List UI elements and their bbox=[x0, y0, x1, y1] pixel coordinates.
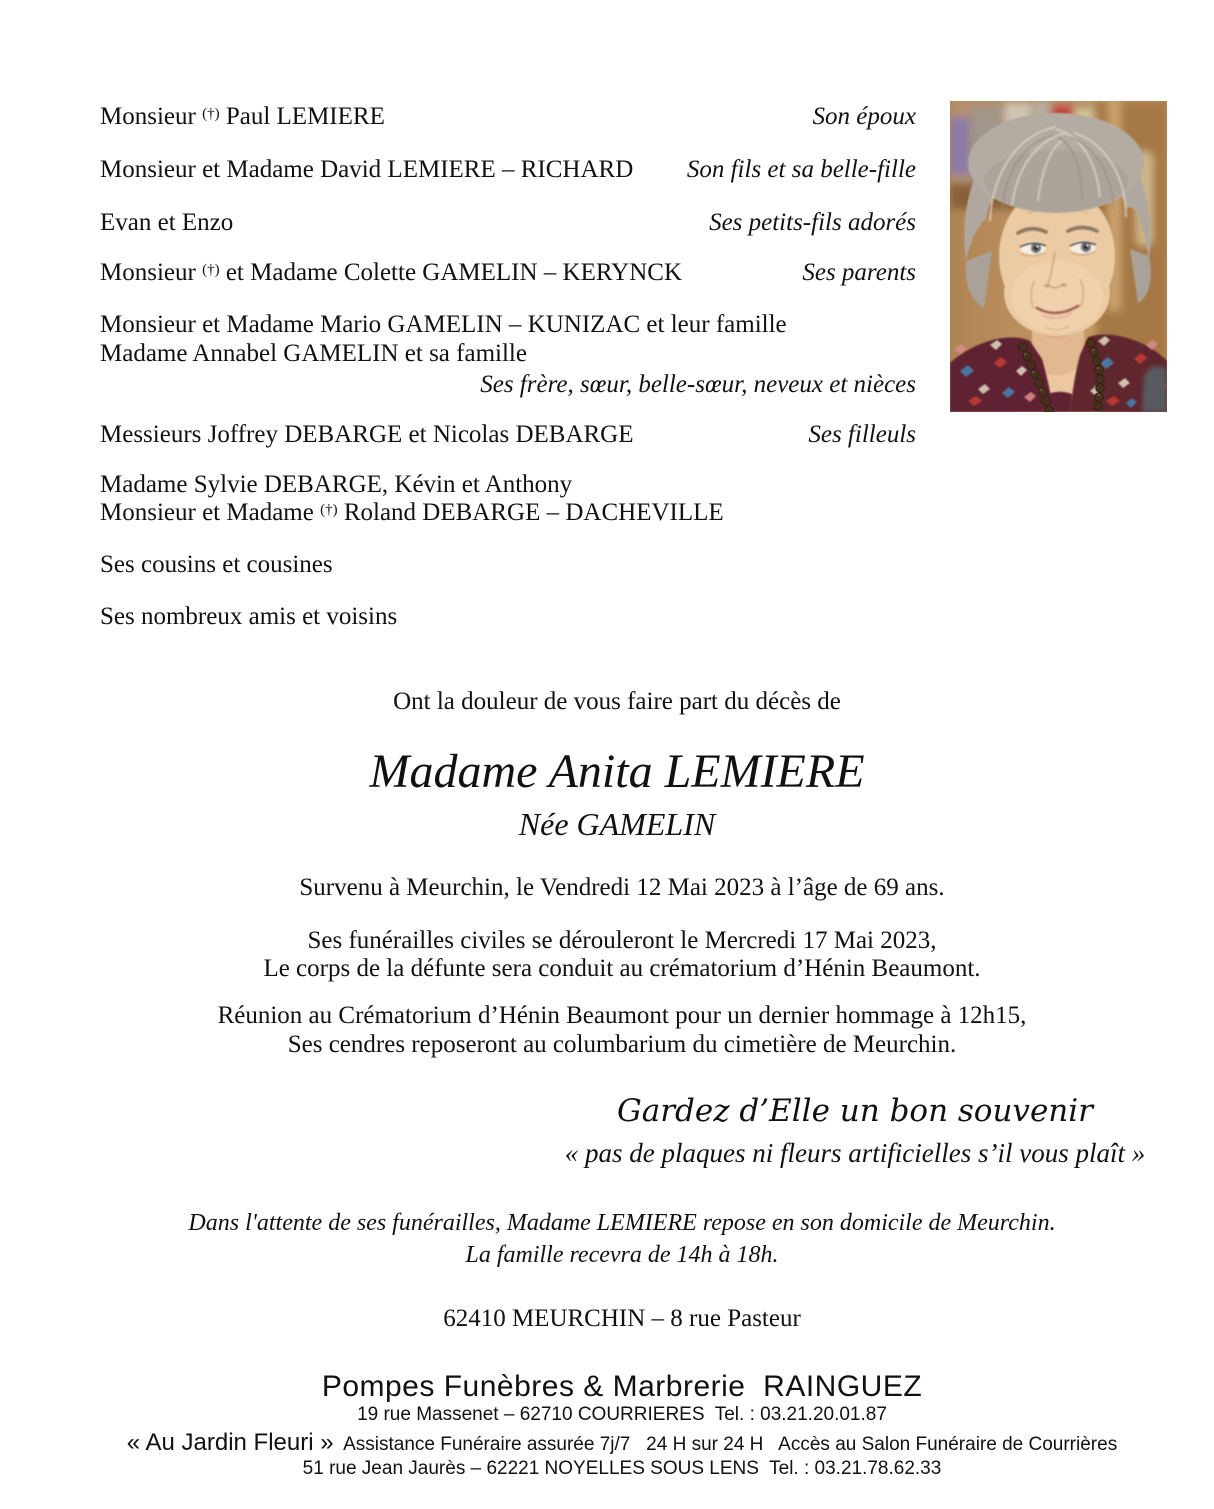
relation-label: Son fils et sa belle-fille bbox=[686, 156, 916, 183]
family-name bbox=[100, 259, 682, 288]
family-line-1 bbox=[100, 103, 916, 132]
family-line-7 bbox=[100, 371, 916, 400]
family-name: Madame Sylvie DEBARGE, Kévin et Anthony bbox=[100, 471, 573, 498]
funeral-line-1: Ses funérailles civiles se dérouleront le Mercredi 17 Mai 2023, bbox=[307, 927, 937, 954]
deceased-dagger-mark: (†) bbox=[202, 105, 220, 122]
family-name: Monsieur et Madame David LEMIERE – RICHARD bbox=[100, 156, 634, 183]
maiden-name: Née GAMELIN bbox=[518, 806, 716, 842]
family-line-6 bbox=[100, 340, 916, 369]
deceased-dagger-mark: (†) bbox=[202, 261, 220, 278]
name-part: Monsieur bbox=[100, 103, 203, 130]
deceased-address: 62410 MEURCHIN – 8 rue Pasteur bbox=[443, 1305, 801, 1332]
deceased-name: Madame Anita LEMIERE bbox=[369, 745, 865, 798]
ceremony-line-1: Réunion au Crématorium d’Hénin Beaumont pour un dernier hommage à 12h15, bbox=[217, 1002, 1027, 1029]
family-name: Monsieur et Madame Mario GAMELIN – KUNIZAC et leur famille bbox=[100, 311, 787, 338]
name-part: Paul LEMIERE bbox=[219, 103, 385, 130]
shop-name: « Au Jardin Fleuri » bbox=[126, 1429, 334, 1456]
relation-label: Ses parents bbox=[802, 259, 916, 286]
funeral-home-services-line bbox=[8, 1429, 1214, 1457]
portrait-illustration bbox=[950, 101, 1167, 412]
ceremony-line-2: Ses cendres reposeront au columbarium du cimetière de Meurchin. bbox=[287, 1031, 957, 1058]
family-line-10 bbox=[100, 499, 916, 528]
visitation-line-1: Dans l'attente de ses funérailles, Madame LEMIERE repose en son domicile de Meurchin. bbox=[188, 1210, 1056, 1236]
family-line-12 bbox=[100, 603, 916, 632]
family-name: Ses nombreux amis et voisins bbox=[100, 603, 398, 630]
family-line-8 bbox=[100, 421, 916, 450]
name-part: et Madame Colette GAMELIN – KERYNCK bbox=[219, 259, 683, 286]
announcement-intro: Ont la douleur de vous faire part du décès de bbox=[393, 688, 841, 715]
name-part: Roland DEBARGE – DACHEVILLE bbox=[337, 499, 724, 526]
funeral-line-2: Le corps de la défunte sera conduit au crématorium d’Hénin Beaumont. bbox=[263, 955, 981, 982]
family-line-11 bbox=[100, 551, 916, 580]
visitation-line-2: La famille recevra de 14h à 18h. bbox=[465, 1242, 779, 1268]
services-text: Assistance Funéraire assurée 7j/7 24 H sur 24 H Accès au Salon Funéraire de Courrières bbox=[333, 1434, 1118, 1455]
family-line-9 bbox=[100, 471, 916, 500]
family-line-3 bbox=[100, 209, 916, 238]
deceased-dagger-mark: (†) bbox=[320, 501, 338, 518]
remembrance-motto: Gardez d’Elle un bon souvenir bbox=[616, 1093, 1093, 1129]
relation-label: Ses filleuls bbox=[808, 421, 916, 448]
relation-label: Ses petits-fils adorés bbox=[709, 209, 916, 236]
family-line-5 bbox=[100, 311, 916, 340]
funeral-home-address-courrieres: 19 rue Massenet – 62710 COURRIERES Tel. : 03.21.20.01.87 bbox=[357, 1404, 887, 1425]
family-name: Messieurs Joffrey DEBARGE et Nicolas DEBARGE bbox=[100, 421, 634, 448]
portrait-photo bbox=[950, 101, 1167, 412]
family-name bbox=[100, 499, 724, 528]
funeral-home-address-noyelles: 51 rue Jean Jaurès – 62221 NOYELLES SOUS LENS Tel. : 03.21.78.62.33 bbox=[302, 1458, 942, 1479]
relation-label: Ses frère, sœur, belle-sœur, neveux et nièces bbox=[480, 371, 916, 398]
family-line-4 bbox=[100, 259, 916, 288]
family-name: Ses cousins et cousines bbox=[100, 551, 333, 578]
family-name: Evan et Enzo bbox=[100, 209, 234, 236]
death-notice: Survenu à Meurchin, le Vendredi 12 Mai 2023 à l’âge de 69 ans. bbox=[299, 874, 945, 901]
funeral-home-name: Pompes Funèbres & Marbrerie RAINGUEZ bbox=[321, 1370, 923, 1403]
family-name bbox=[100, 103, 385, 132]
relation-label: Son époux bbox=[812, 103, 916, 130]
family-name: Madame Annabel GAMELIN et sa famille bbox=[100, 340, 527, 367]
family-line-2 bbox=[100, 156, 916, 185]
name-part: Monsieur bbox=[100, 259, 203, 286]
no-flowers-request: « pas de plaques ni fleurs artificielles s’il vous plaît » bbox=[564, 1138, 1146, 1168]
name-part: Monsieur et Madame bbox=[100, 499, 321, 526]
